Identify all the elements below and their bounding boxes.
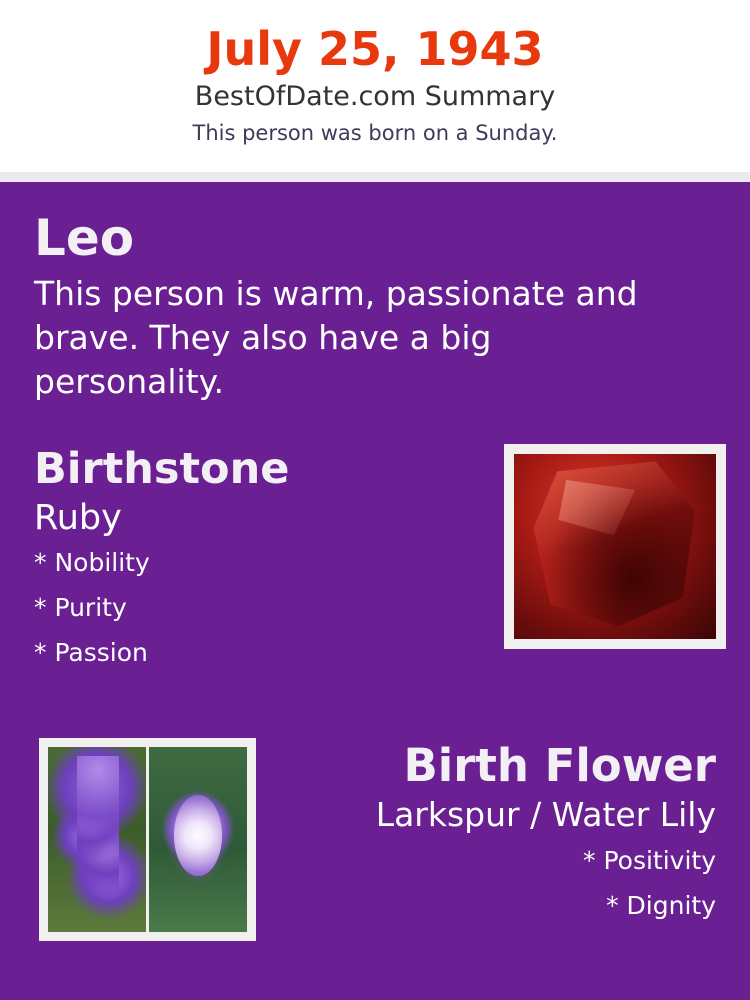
birth-flower-image: [39, 738, 256, 941]
birth-flower-name: Larkspur / Water Lily: [375, 795, 716, 834]
ruby-gemstone-image: [504, 444, 726, 649]
birthstone-trait: * Passion: [34, 638, 148, 667]
zodiac-sign-name: Leo: [34, 209, 135, 267]
birthstone-trait: * Nobility: [34, 548, 150, 577]
header-divider: [0, 172, 750, 182]
birthstone-section: [34, 444, 716, 675]
birth-flower-trait: * Positivity: [583, 846, 716, 875]
zodiac-description: This person is warm, passionate and brave. They also have a big personality.: [34, 274, 638, 401]
born-day-text: This person was born on a Sunday.: [192, 121, 558, 145]
site-summary-subtitle: BestOfDate.com Summary: [194, 81, 556, 112]
larkspur-flower-icon: [48, 747, 146, 932]
birth-flower-trait: * Dignity: [606, 891, 716, 920]
ruby-gemstone-icon: [514, 454, 716, 639]
birth-flower-text: [279, 738, 716, 928]
birth-flower-section: [34, 738, 716, 968]
birthstone-trait: * Purity: [34, 593, 127, 622]
page-title: July 25, 1943: [206, 22, 544, 76]
birth-flower-heading: Birth Flower: [403, 739, 716, 792]
header: [0, 0, 750, 172]
birthstone-heading: Birthstone: [34, 444, 290, 494]
birthstone-name: Ruby: [34, 498, 122, 538]
details-panel: [0, 182, 750, 1000]
water-lily-flower-icon: [149, 747, 247, 932]
